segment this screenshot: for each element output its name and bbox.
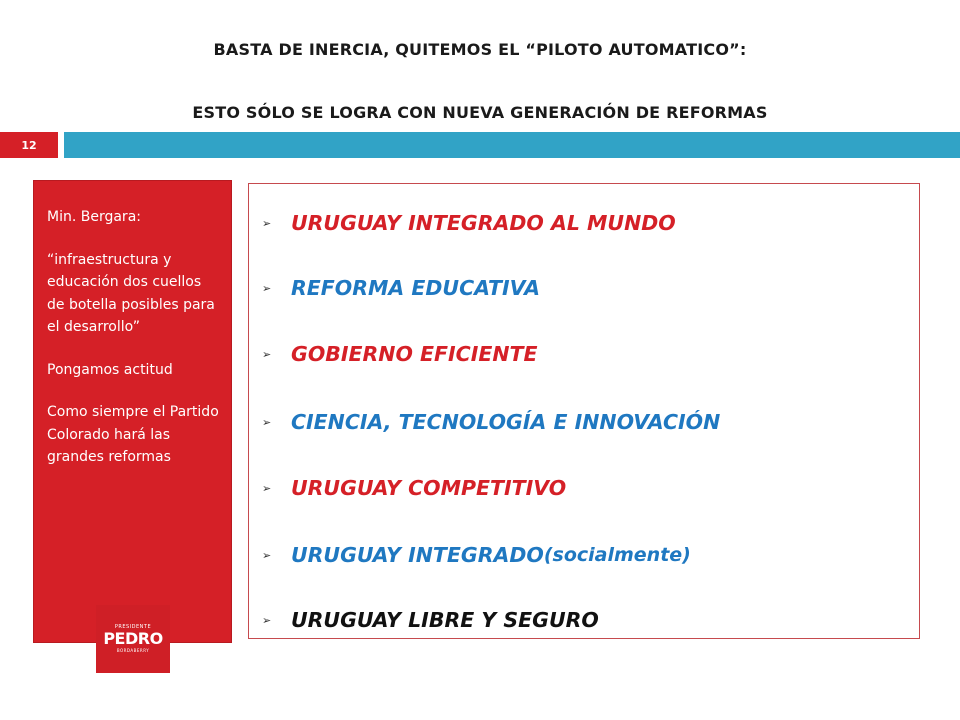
list-item: [262, 476, 566, 500]
list-item-label: URUGUAY LIBRE Y SEGURO: [291, 608, 599, 632]
arrowhead-bullet-icon: ➢: [262, 481, 272, 495]
arrowhead-bullet-icon: ➢: [262, 216, 272, 230]
list-item-label: URUGUAY COMPETITIVO: [291, 476, 567, 500]
logo-bottom-text: BORDABERRY: [116, 648, 150, 653]
sidebar-text: [47, 206, 223, 469]
sidebar-line-party: Como siempre el Partido Colorado hará las grandes reformas: [47, 404, 219, 465]
list-item-label: CIENCIA, TECNOLOGÍA E INNOVACIÓN: [291, 410, 721, 434]
logo-name-text: PEDRO: [103, 629, 163, 648]
arrowhead-bullet-icon: ➢: [262, 281, 272, 295]
sidebar-line-minister: Min. Bergara:: [47, 209, 141, 225]
list-item-suffix: (socialmente): [543, 544, 691, 566]
list-item-label: GOBIERNO EFICIENTE: [291, 342, 538, 366]
arrowhead-bullet-icon: ➢: [262, 415, 272, 429]
arrowhead-bullet-icon: ➢: [262, 613, 272, 627]
slide-number-badge: [0, 132, 58, 158]
header-accent-bar: [64, 132, 960, 158]
sidebar-quote: “infraestructura y educación dos cuellos de botella posibles para el desarrollo”: [47, 251, 215, 335]
slide-title-line-1: BASTA DE INERCIA, QUITEMOS EL “PILOTO AUTOMATICO”:: [213, 40, 747, 59]
list-item: [262, 608, 599, 632]
list-item: [262, 410, 720, 434]
logo-top-text: PRESIDENTE: [114, 624, 152, 630]
slide-title-line-2: ESTO SÓLO SE LOGRA CON NUEVA GENERACIÓN DE REFORMAS: [192, 103, 768, 122]
campaign-logo: [96, 605, 170, 673]
list-item-label: REFORMA EDUCATIVA: [291, 276, 540, 300]
sidebar-line-attitude: Pongamos actitud: [47, 361, 173, 378]
slide-number: 12: [21, 138, 37, 152]
list-item: [262, 543, 691, 567]
list-item: [262, 276, 540, 300]
list-item: [262, 342, 537, 366]
sidebar-panel: [33, 180, 232, 643]
reform-list-box: [248, 183, 920, 639]
list-item-label: URUGUAY INTEGRADO AL MUNDO: [291, 211, 676, 235]
arrowhead-bullet-icon: ➢: [262, 548, 272, 562]
list-item: [262, 211, 676, 235]
list-item-label: URUGUAY INTEGRADO: [291, 543, 544, 567]
arrowhead-bullet-icon: ➢: [262, 347, 272, 361]
